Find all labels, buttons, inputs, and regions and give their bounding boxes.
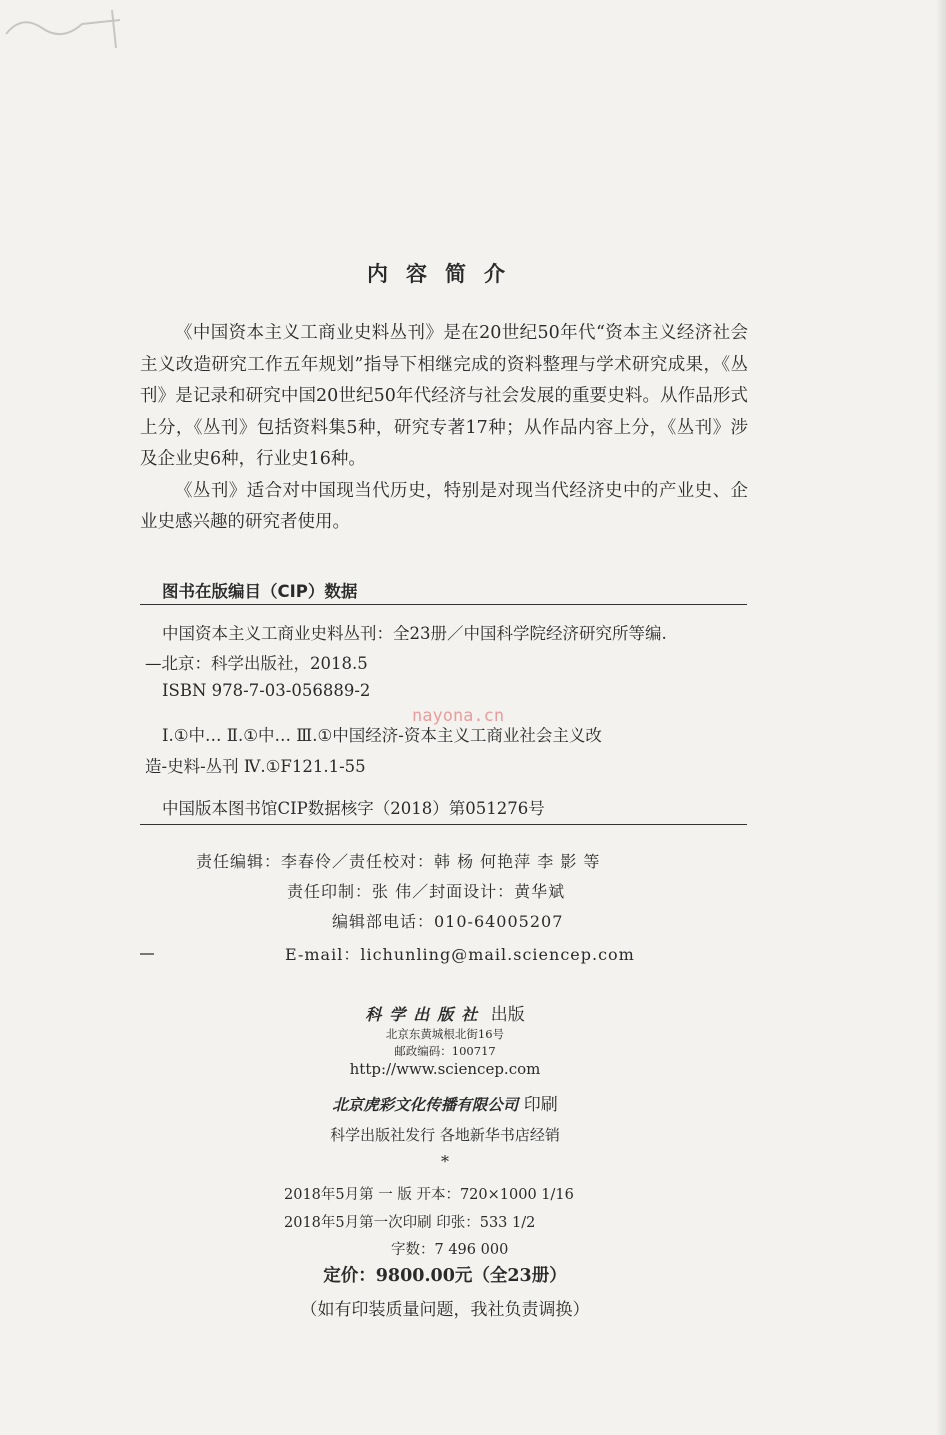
cip-title: 图书在版编目（CIP）数据 xyxy=(162,582,358,601)
publisher-address: 北京东黄城根北街16号 xyxy=(385,1027,505,1041)
printing-line: 2018年5月第一次印刷 印张：533 1/2 xyxy=(284,1215,536,1231)
credits-phone: 编辑部电话：010-64005207 xyxy=(332,912,564,931)
credits-editors: 责任编辑：李春伶／责任校对：韩 杨 何艳萍 李 影 等 xyxy=(196,852,601,871)
publisher-website: http://www.sciencep.com xyxy=(349,1060,541,1078)
printer-name: 北京虎彩文化传播有限公司 xyxy=(332,1095,519,1114)
printer-action: 印刷 xyxy=(518,1095,558,1115)
cip-entry-line-2: —北京：科学出版社，2018.5 xyxy=(145,654,368,673)
scan-artifact-mark xyxy=(2,4,132,50)
intro-paragraph-1: 《中国资本主义工商业史料丛刊》是在20世纪50年代“资本主义经济社会主义改造研究工作五年规划”指导下相继完成的资料整理与学术研究成果，《丛刊》是记录和研究中国20世纪50年代经济与社会发展的重要史料。从作品形式上分，《丛刊》包括资料集5种，研究专著17种；从作品内容上分，《丛刊》涉及企业史6种，行业史16种。 xyxy=(140,323,748,469)
publisher-name: 科学出版社 xyxy=(365,1005,486,1024)
cip-bottom-rule xyxy=(140,824,747,825)
printer-line xyxy=(0,1090,890,1115)
price: 定价：9800.00元（全23册） xyxy=(323,1266,567,1286)
credits-printing-design: 责任印制：张 伟／封面设计：黄华斌 xyxy=(287,882,566,901)
cip-subject-line-1: Ⅰ.①中… Ⅱ.①中… Ⅲ.①中国经济-资本主义工商业社会主义改 xyxy=(162,726,602,745)
credits-email: E-mail：lichunling@mail.sciencep.com xyxy=(285,945,635,964)
watermark-text: nayona.cn xyxy=(412,706,505,726)
edition-line: 2018年5月第 一 版 开本：720×1000 1/16 xyxy=(284,1187,574,1203)
section-heading: 内容简介 xyxy=(367,262,523,286)
distribution-line: 科学出版社发行 各地新华书店经销 xyxy=(330,1126,560,1144)
stray-mark xyxy=(140,953,154,955)
publisher-postcode: 邮政编码：100717 xyxy=(394,1044,496,1058)
cip-entry-line-1: 中国资本主义工商业史料丛刊：全23册／中国科学院经济研究所等编. xyxy=(162,624,667,643)
cip-subject-line-2: 造-史料-丛刊 Ⅳ.①F121.1-55 xyxy=(145,757,366,776)
asterisk-separator: * xyxy=(441,1152,449,1171)
publisher-action: 出版 xyxy=(485,1005,525,1025)
quality-notice: （如有印装质量问题，我社负责调换） xyxy=(300,1300,590,1320)
cip-record-number: 中国版本图书馆CIP数据核字（2018）第051276号 xyxy=(162,799,545,818)
word-count: 字数：7 496 000 xyxy=(391,1242,509,1258)
cip-top-rule xyxy=(140,604,747,605)
intro-paragraph-2: 《丛刊》适合对中国现当代历史，特别是对现当代经济史中的产业史、企业史感兴趣的研究者使用。 xyxy=(140,480,748,532)
intro-text xyxy=(140,318,748,539)
publisher-line xyxy=(0,1000,890,1025)
page-edge-shadow xyxy=(936,0,946,1435)
cip-isbn: ISBN 978-7-03-056889-2 xyxy=(162,681,371,700)
